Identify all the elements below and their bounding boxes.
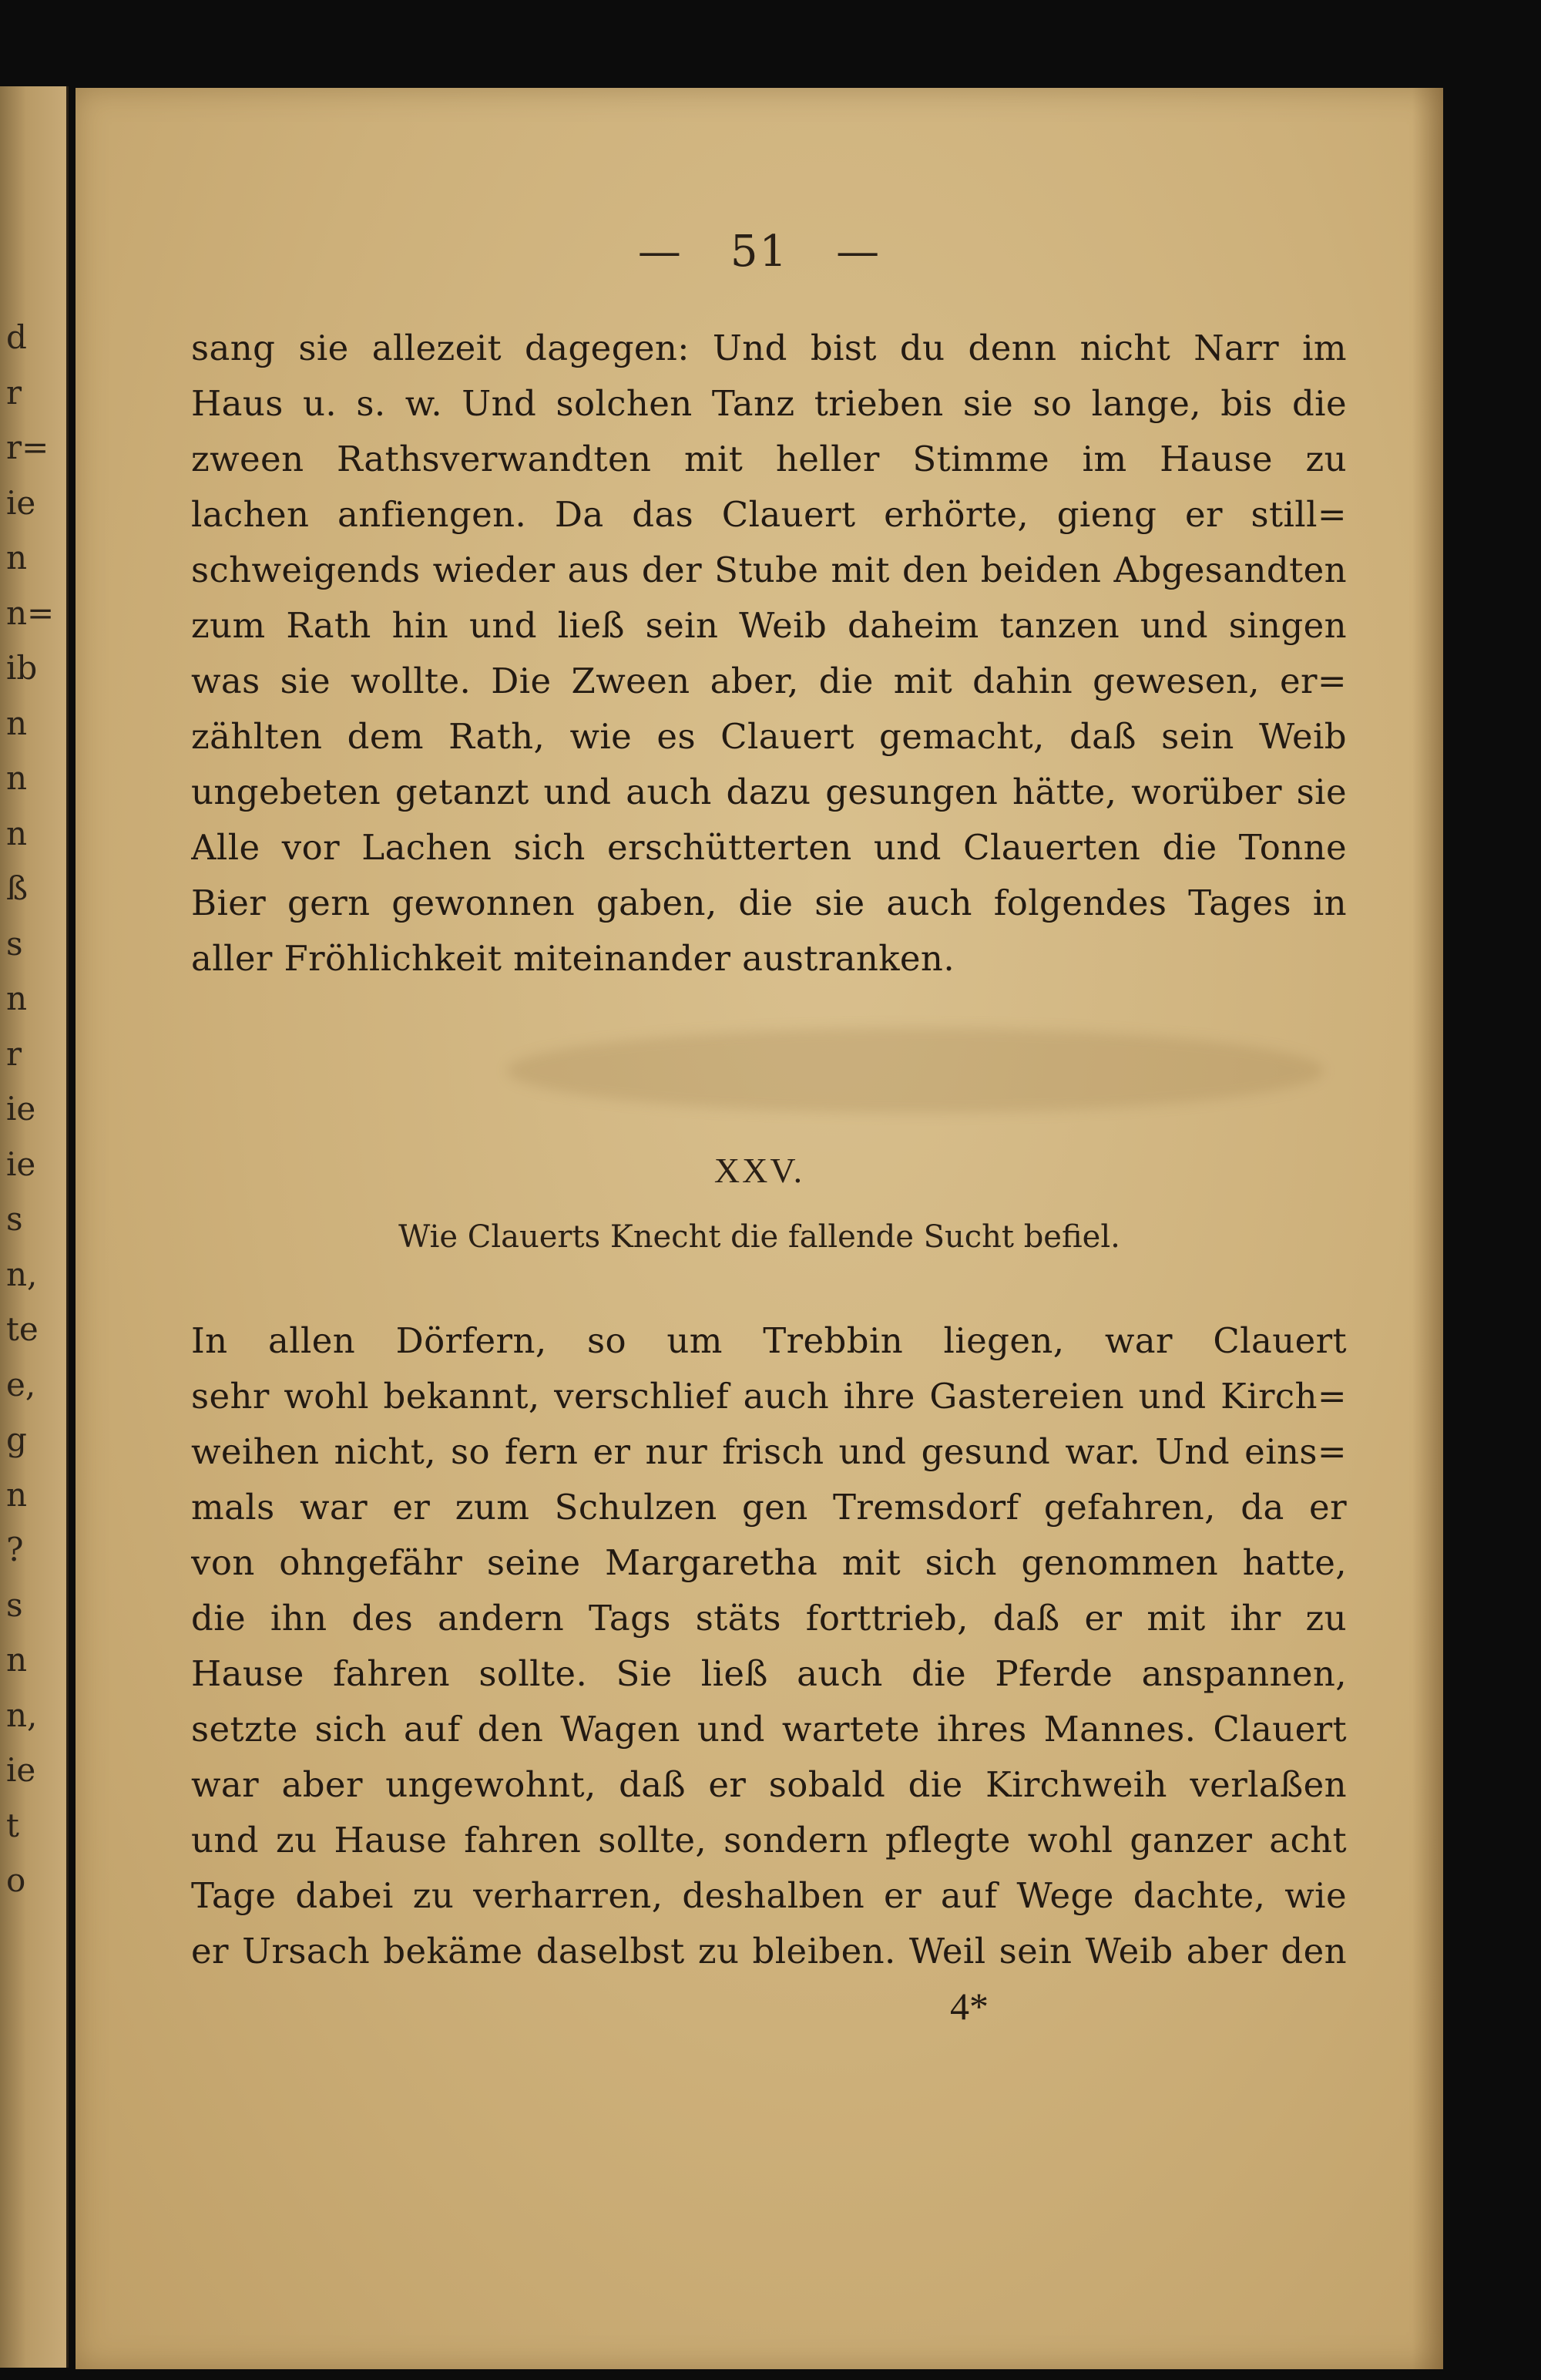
text-line: In allen Dörfern, so um Trebbin liegen, war Clauert — [191, 1320, 1347, 1361]
signature-mark: 4* — [950, 1985, 989, 2028]
text-line: sehr wohl bekannt, verschlief auch ihre Gastereien und Kirch= — [191, 1376, 1347, 1417]
chapter-paragraph — [191, 1313, 1347, 1979]
previous-page-fragment: ? — [6, 1531, 24, 1568]
text-line: lachen anfiengen. Da das Clauert erhörte, gieng er still= — [191, 494, 1347, 535]
text-line: von ohngefähr seine Margaretha mit sich genommen hatte, — [191, 1542, 1347, 1583]
text-line: zween Rathsverwandten mit heller Stimme im Hause zu — [191, 439, 1347, 479]
header-dash-left: — — [637, 227, 683, 277]
previous-page-fragment: ie — [6, 1090, 36, 1128]
previous-page-fragment: n — [6, 539, 28, 577]
previous-page-fragment: r= — [6, 429, 49, 466]
page-number: 51 — [730, 227, 789, 277]
text-line: die ihn des andern Tags stäts forttrieb, daß er mit ihr zu — [191, 1598, 1347, 1639]
previous-page-fragment: r — [6, 1034, 22, 1073]
text-line: setzte sich auf den Wagen und wartete ihres Mannes. Clauert — [191, 1709, 1347, 1750]
previous-page-fragment: s — [6, 924, 23, 963]
previous-page-fragment: ib — [6, 649, 38, 687]
text-line: ungebeten getanzt und auch dazu gesungen hätte, worüber sie — [191, 771, 1347, 812]
text-line: Haus u. s. w. Und solchen Tanz trieben sie so lange, bis die — [191, 383, 1347, 424]
text-line: zählten dem Rath, wie es Clauert gemacht, daß sein Weib — [191, 716, 1347, 757]
previous-page-fragment: n, — [6, 1696, 38, 1734]
text-line: Alle vor Lachen sich erschütterten und Clauerten die Tonne — [191, 827, 1347, 868]
previous-page-fragment: s — [6, 1585, 23, 1624]
text-line: Hause fahren sollte. Sie ließ auch die Pferde anspannen, — [191, 1653, 1347, 1694]
book-page — [76, 88, 1443, 2369]
chapter-number: XXV. — [713, 1151, 805, 1190]
text-line: zum Rath hin und ließ sein Weib daheim tanzen und singen — [191, 605, 1347, 646]
text-line: mals war er zum Schulzen gen Tremsdorf gefahren, da er — [191, 1487, 1347, 1528]
header-dash-right: — — [836, 227, 881, 277]
previous-page-edge — [0, 86, 69, 2368]
previous-page-fragment: n — [6, 759, 28, 797]
text-line: aller Fröhlichkeit miteinander austranken. — [191, 938, 955, 979]
previous-page-fragment: n= — [6, 593, 55, 632]
previous-page-fragment: d — [6, 318, 27, 356]
previous-page-fragment: n — [6, 1641, 28, 1679]
page-header — [76, 227, 1443, 277]
previous-page-fragment: ie — [6, 1145, 36, 1183]
previous-page-fragment: t — [6, 1806, 19, 1844]
text-line: Tage dabei zu verharren, deshalben er auf Wege dachte, wie — [191, 1875, 1347, 1916]
previous-page-fragment: n — [6, 704, 28, 742]
previous-page-fragment: r — [6, 373, 22, 412]
previous-page-fragment: n — [6, 980, 28, 1017]
text-line: war aber ungewohnt, daß er sobald die Kirchweih verlaßen — [191, 1764, 1347, 1805]
text-line: schweigends wieder aus der Stube mit den beiden Abgesandten — [191, 550, 1347, 590]
previous-page-fragment: o — [6, 1861, 26, 1899]
previous-page-fragment: g — [6, 1420, 27, 1458]
previous-page-text-fragments — [0, 310, 66, 1908]
text-line: sang sie allezeit dagegen: Und bist du denn nicht Narr im — [191, 328, 1347, 368]
paragraph-continuation — [191, 321, 1347, 987]
text-line: er Ursach bekäme daselbst zu bleiben. Weil sein Weib aber den — [191, 1931, 1347, 1972]
text-line: weihen nicht, so fern er nur frisch und gesund war. Und eins= — [191, 1431, 1347, 1472]
previous-page-fragment: n — [6, 1475, 28, 1514]
previous-page-fragment: ie — [6, 1751, 36, 1789]
text-line: und zu Hause fahren sollte, sondern pflegte wohl ganzer acht — [191, 1820, 1347, 1861]
chapter-title: Wie Clauerts Knecht die fallende Sucht befiel. — [398, 1219, 1120, 1255]
previous-page-fragment: ß — [6, 869, 29, 907]
previous-page-fragment: ie — [6, 483, 36, 522]
text-line: was sie wollte. Die Zween aber, die mit dahin gewesen, er= — [191, 661, 1347, 701]
previous-page-fragment: e, — [6, 1365, 36, 1403]
paper-stain — [507, 1028, 1324, 1113]
previous-page-fragment: s — [6, 1200, 23, 1238]
text-line: Bier gern gewonnen gaben, die sie auch folgendes Tages in — [191, 882, 1347, 923]
previous-page-fragment: n, — [6, 1255, 38, 1293]
previous-page-fragment: n — [6, 814, 28, 852]
previous-page-fragment: te — [6, 1310, 39, 1348]
